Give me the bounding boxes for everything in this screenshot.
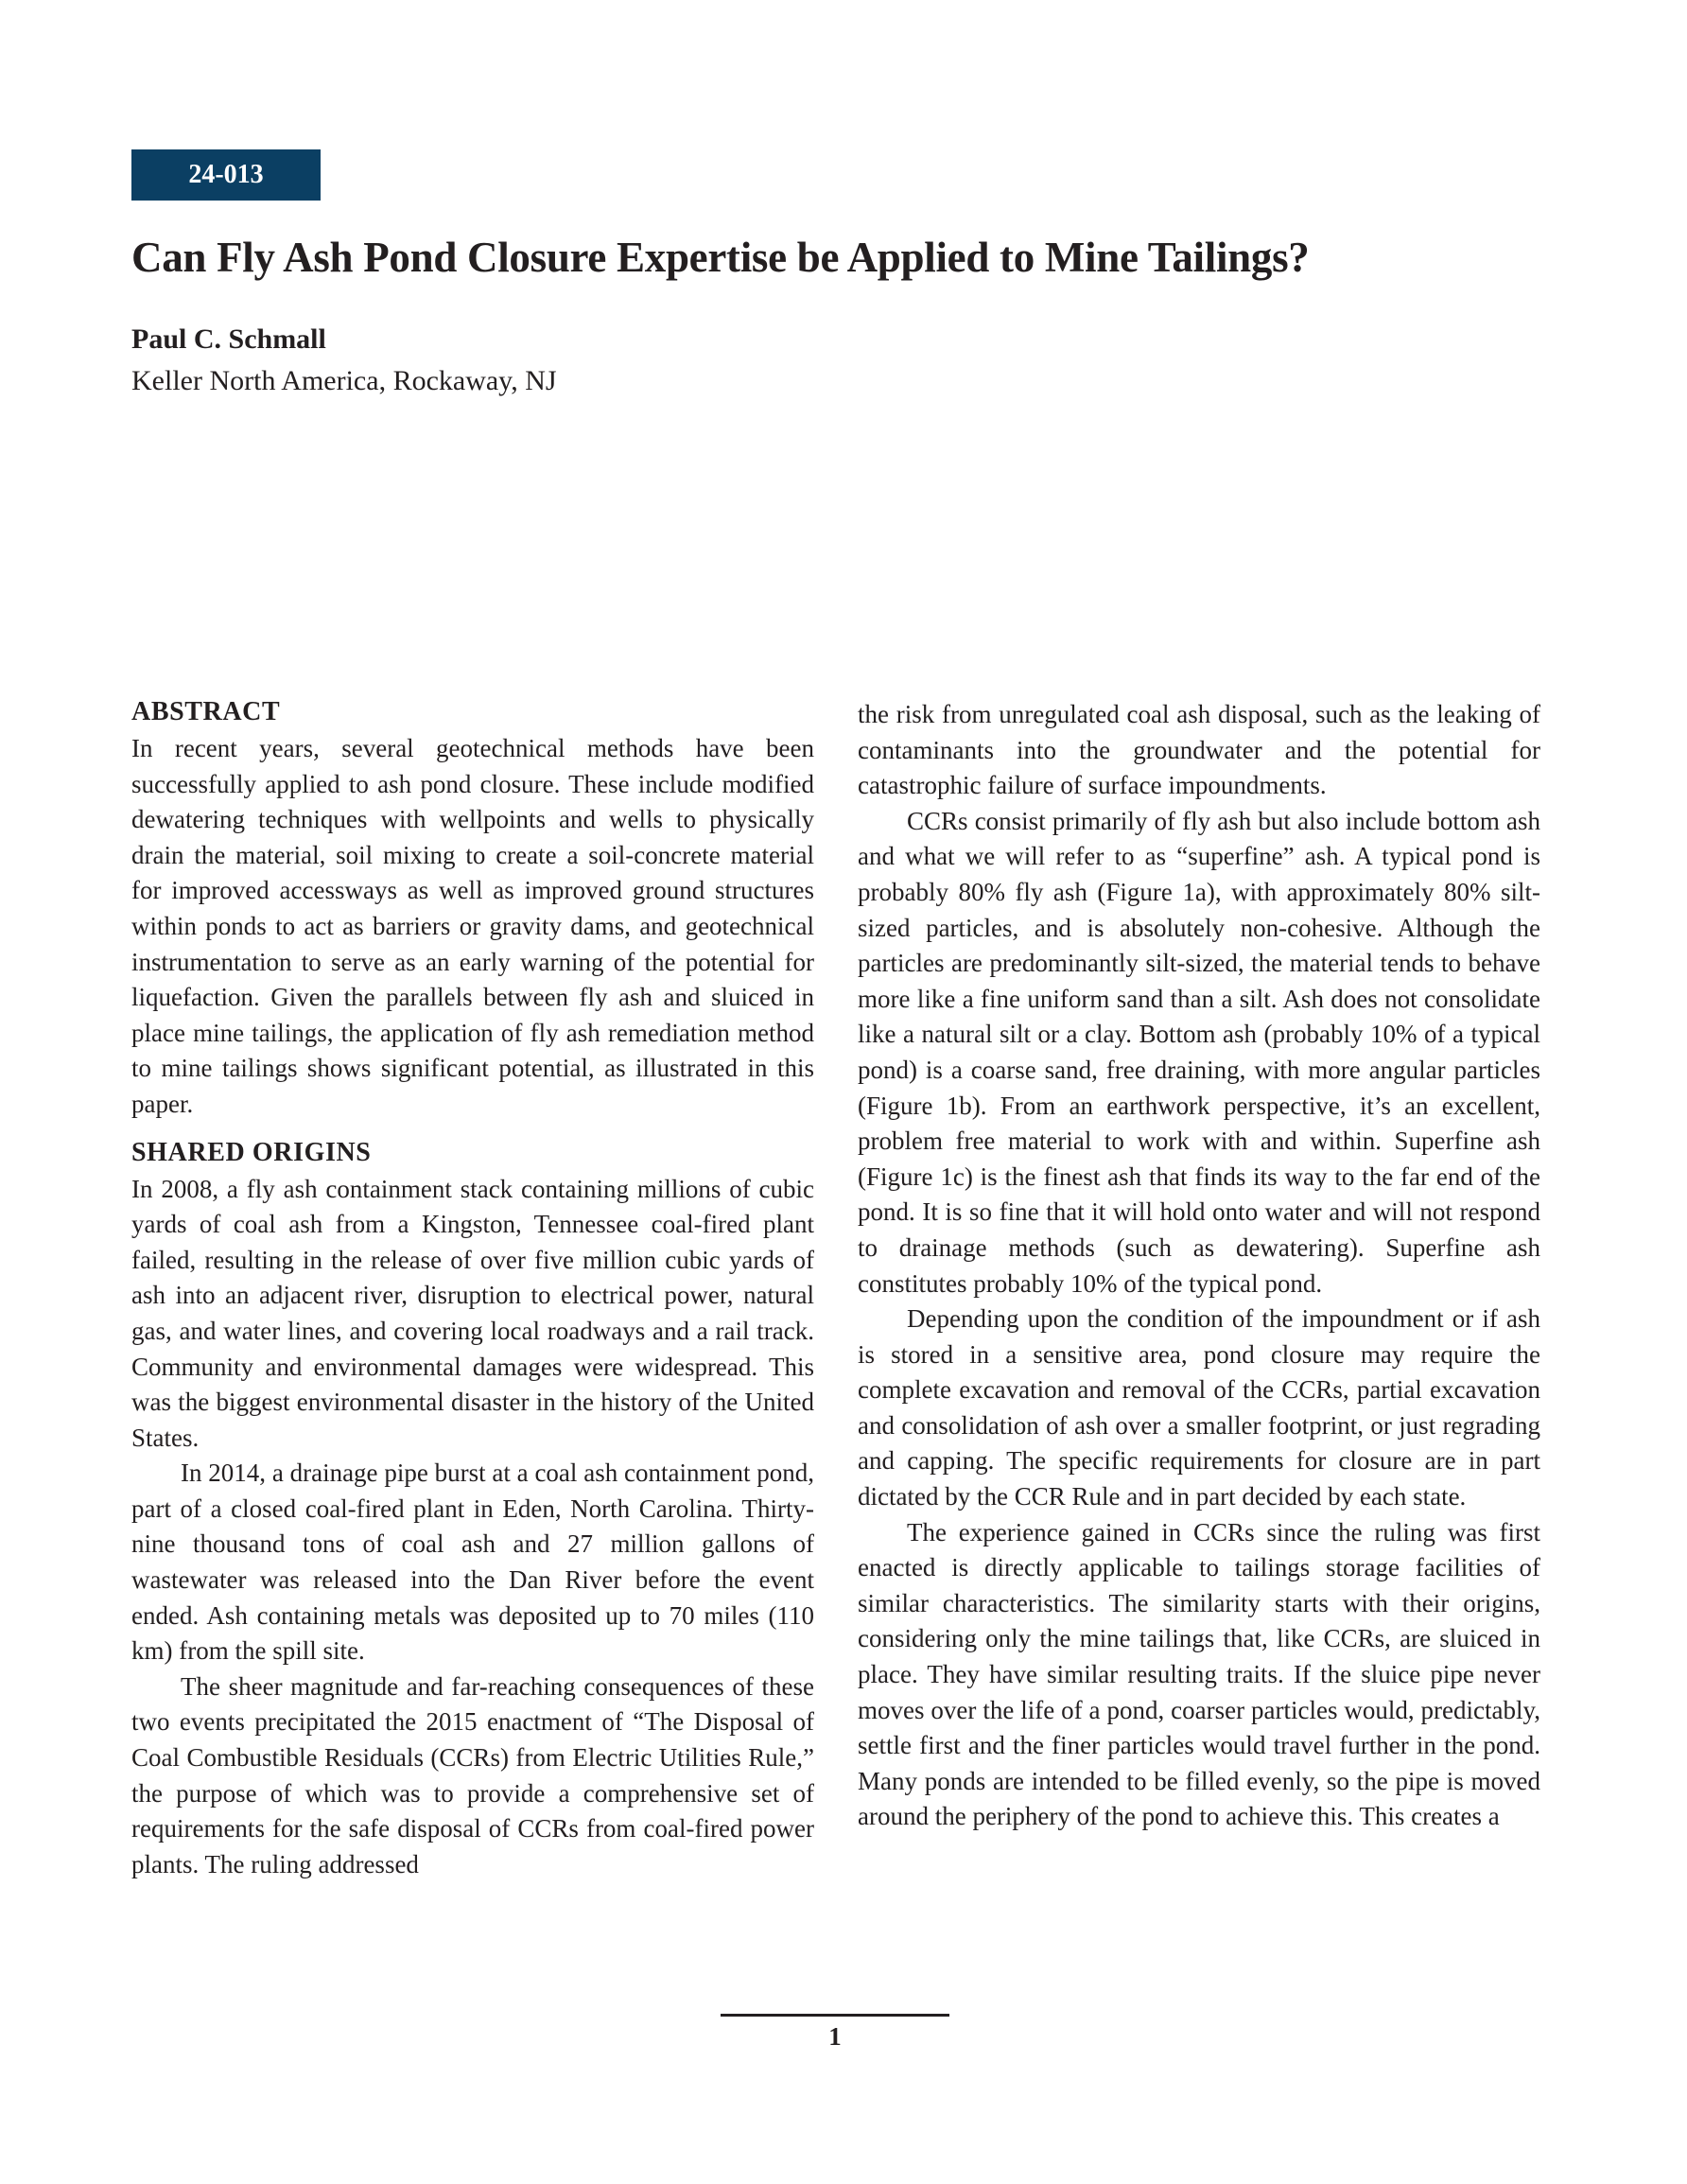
abstract-heading: ABSTRACT [131, 697, 281, 726]
paper-title: Can Fly Ash Pond Closure Expertise be Applied to Mine Tailings? [131, 234, 1310, 281]
body-paragraph: Depending upon the condition of the impoundment or if ash is stored in a sensitive area, pond closure may require the complete excavation and removal of the CCRs, partial excavation and consolidation of ash over a smaller footprint, or just regrading and capping. The specific requirements for closure are in part dictated by the CCR Rule and in part decided by each state. [858, 1304, 1540, 1511]
author-name: Paul C. Schmall [131, 323, 326, 355]
body-paragraph: The experience gained in CCRs since the ruling was first enacted is directly applicable to tailings storage facilities of similar characteristics. The similarity starts with their origins, considering only the mine tailings that, like CCRs, are sluiced in place. They have similar resulting traits. If the sluice pipe never moves over the life of a pond, coarser particles would, predictably, settle first and the finer particles would travel further in the pond. Many ponds are intended to be filled evenly, so the pipe is moved around the periphery of the pond to achieve this. This creates a [858, 1517, 1540, 1831]
body-paragraph: In 2008, a fly ash containment stack containing millions of cubic yards of coal ash from a Kingston, Tennessee coal-fired plant failed, resulting in the release of over five million cubic yards of ash into an adjacent river, disruption to electrical power, natural gas, and water lines, and covering local roadways and a rail track. Community and environmental damages were widespread. This was the biggest environmental disaster in the history of the United States. [131, 1174, 814, 1452]
body-paragraph: the risk from unregulated coal ash disposal, such as the leaking of contaminants into the groundwater and the potential for catastrophic failure of surface impoundments. [858, 700, 1540, 800]
page-number: 1 [828, 2022, 842, 2051]
left-column [131, 693, 814, 1882]
shared-origins-heading: SHARED ORIGINS [131, 1137, 372, 1167]
body-paragraph: In 2014, a drainage pipe burst at a coal ash containment pond, part of a closed coal-fired plant in Eden, North Carolina. Thirty-nine thousand tons of coal ash and 27 million gallons of wastewater was released into the Dan River before the event ended. Ash containing metals was deposited up to 70 miles (110 km) from the spill site. [131, 1459, 814, 1666]
body-paragraph: CCRs consist primarily of fly ash but also include bottom ash and what we will refer to as “superfine” ash. A typical pond is probably 80% fly ash (Figure 1a), with approximately 80% silt-sized particles, and is absolutely non-cohesive. Although the particles are predominantly silt-sized, the material tends to behave more like a fine uniform sand than a silt. Ash does not consolidate like a natural silt or a clay. Bottom ash (probably 10% of a typical pond) is a coarse sand, free draining, with more angular particles (Figure 1b). From an earthwork perspective, it’s an excellent, problem free material to work with and within. Superfine ash (Figure 1c) is the finest ash that finds its way to the far end of the pond. It is so fine that it will hold onto water and will not respond to drainage methods (such as dewatering). Superfine ash constitutes probably 10% of the typical pond. [858, 806, 1540, 1298]
right-column [858, 697, 1540, 1835]
abstract-text: In recent years, several geotechnical methods have been successfully applied to ash pond closure. These include modified dewatering techniques with wellpoints and wells to physically drain the material, soil mixing to create a soil-concrete material for improved accessways as well as improved ground structures within ponds to act as barriers or gravity dams, and geotechnical instrumentation to serve as an early warning of the potential for liquefaction. Given the parallels between fly ash and sluiced in place mine tailings, the application of fly ash remediation method to mine tailings shows significant potential, as illustrated in this paper. [131, 734, 814, 1118]
footer-divider [721, 2014, 949, 2017]
paper-id: 24-013 [188, 160, 264, 189]
body-paragraph: The sheer magnitude and far-reaching consequences of these two events precipitated the 2015 enactment of “The Disposal of Coal Combustible Residuals (CCRs) from Electric Utilities Rule,” the purpose of which was to provide a comprehensive set of requirements for the safe disposal of CCRs from coal-fired power plants. The ruling addressed [131, 1671, 814, 1878]
paper-id-badge [131, 149, 321, 201]
author-affiliation: Keller North America, Rockaway, NJ [131, 365, 557, 396]
